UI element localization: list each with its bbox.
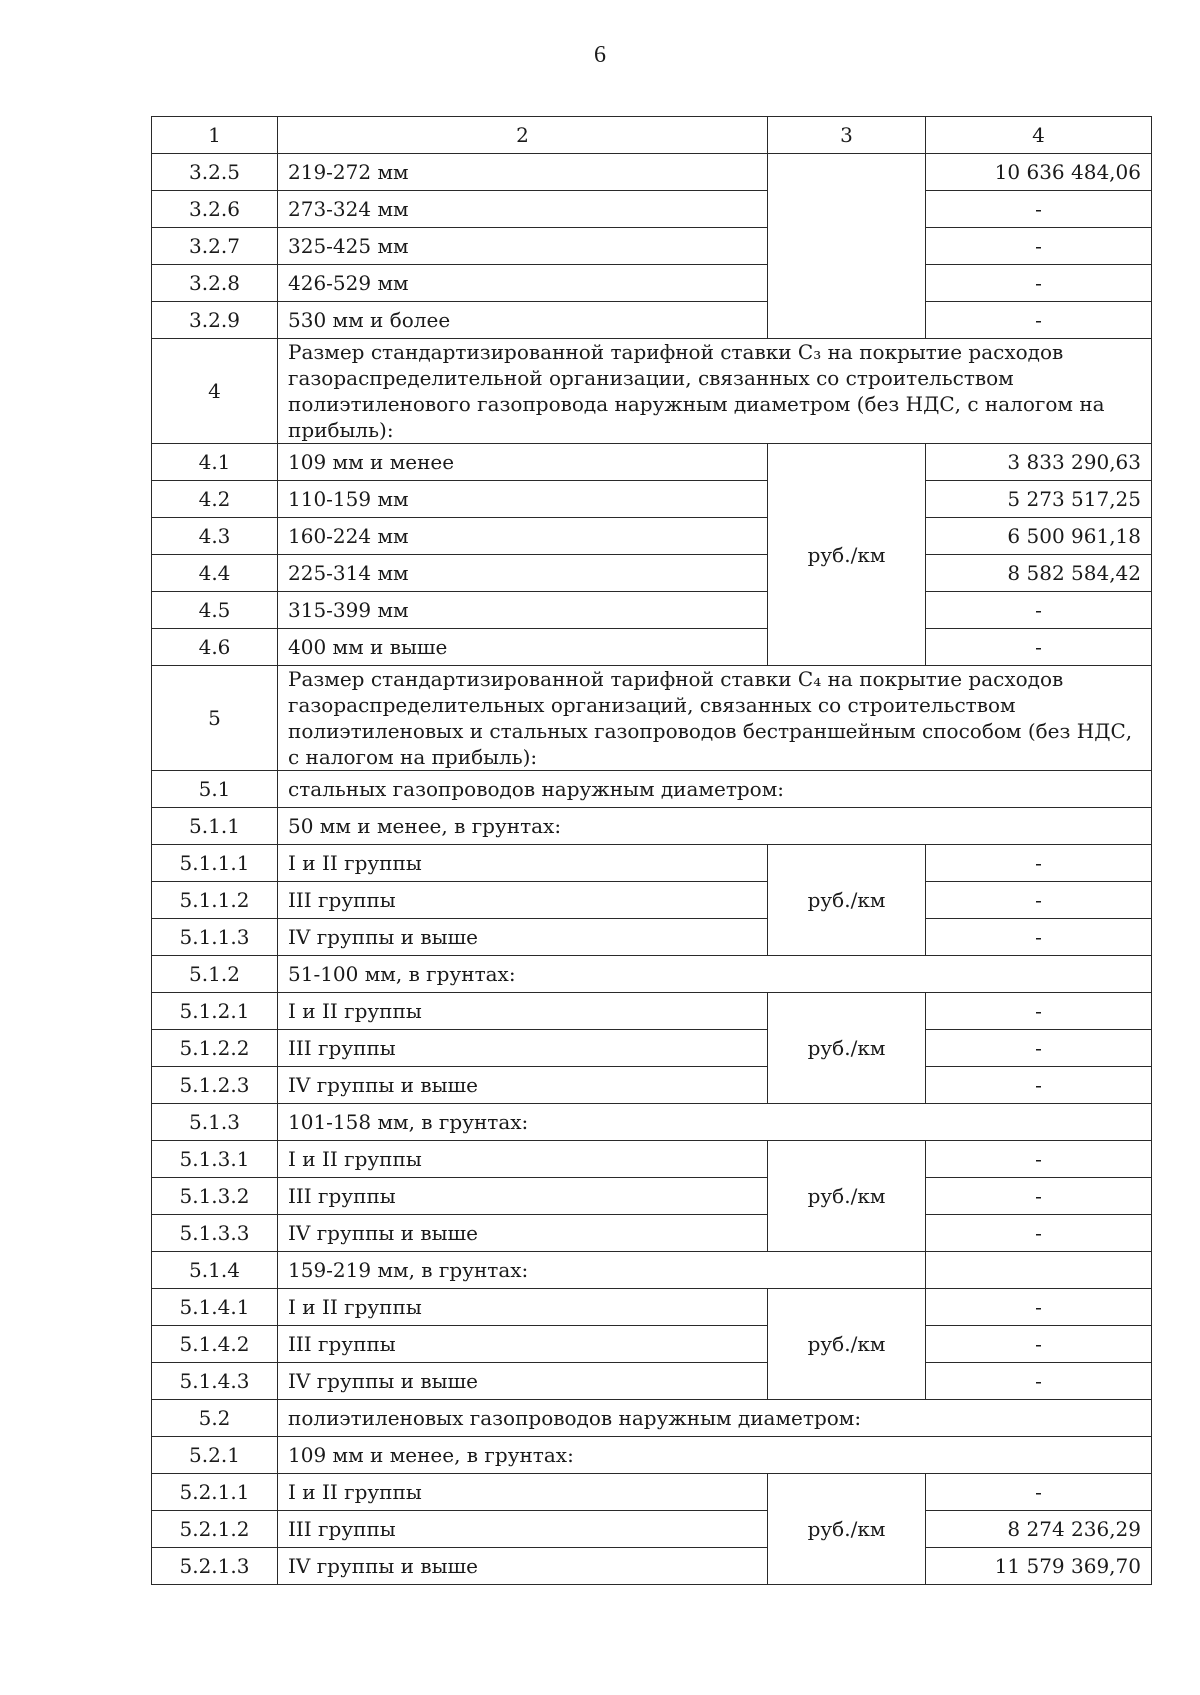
- row-value: 8 582 584,42: [926, 555, 1152, 592]
- section-row: [152, 666, 1152, 771]
- row-number: 5.1.1: [152, 808, 278, 845]
- table-row: [152, 1141, 1152, 1178]
- row-number: 5.1.2.2: [152, 1030, 278, 1067]
- row-number: 3.2.7: [152, 228, 278, 265]
- row-number: 5.1.3: [152, 1104, 278, 1141]
- column-header: 3: [768, 117, 926, 154]
- table-row: [152, 993, 1152, 1030]
- row-number: 5.1.4: [152, 1252, 278, 1289]
- row-description: 50 мм и менее, в грунтах:: [278, 808, 1152, 845]
- table-row: [152, 555, 1152, 592]
- row-description: 109 мм и менее, в грунтах:: [278, 1437, 1152, 1474]
- row-number: 5.1.2: [152, 956, 278, 993]
- row-description: стальных газопроводов наружным диаметром:: [278, 771, 1152, 808]
- table-row: [152, 919, 1152, 956]
- table-row: [152, 1511, 1152, 1548]
- row-value: 11 579 369,70: [926, 1548, 1152, 1585]
- row-number: 5.2.1.3: [152, 1548, 278, 1585]
- row-number: 5.2.1.1: [152, 1474, 278, 1511]
- row-description: IV группы и выше: [278, 1548, 768, 1585]
- table-row: [152, 1030, 1152, 1067]
- table-header-row: [152, 117, 1152, 154]
- row-number: 4: [152, 339, 278, 444]
- row-description: I и II группы: [278, 845, 768, 882]
- row-number: 5.1.3.2: [152, 1178, 278, 1215]
- tariff-table: [151, 116, 1152, 1585]
- row-number: 5: [152, 666, 278, 771]
- row-number: 3.2.8: [152, 265, 278, 302]
- row-description: IV группы и выше: [278, 1215, 768, 1252]
- row-value: 8 274 236,29: [926, 1511, 1152, 1548]
- table-row: [152, 1178, 1152, 1215]
- row-number: 5.1.3.1: [152, 1141, 278, 1178]
- subsection-row: [152, 1400, 1152, 1437]
- row-number: 3.2.6: [152, 191, 278, 228]
- row-description: III группы: [278, 882, 768, 919]
- row-value: -: [926, 1326, 1152, 1363]
- table-row: [152, 1289, 1152, 1326]
- table-row: [152, 1548, 1152, 1585]
- row-description: 273-324 мм: [278, 191, 768, 228]
- row-value: -: [926, 191, 1152, 228]
- table-row: [152, 302, 1152, 339]
- row-value: -: [926, 1363, 1152, 1400]
- page-number: 6: [594, 42, 606, 68]
- row-description: I и II группы: [278, 1289, 768, 1326]
- row-value-empty: [926, 1252, 1152, 1289]
- table-row: [152, 592, 1152, 629]
- column-header: 4: [926, 117, 1152, 154]
- table-row: [152, 154, 1152, 191]
- row-description: 400 мм и выше: [278, 629, 768, 666]
- row-number: 5.1.1.1: [152, 845, 278, 882]
- row-value: -: [926, 882, 1152, 919]
- table-row: [152, 1067, 1152, 1104]
- row-unit: руб./км: [768, 845, 926, 956]
- subsection-row: [152, 1104, 1152, 1141]
- row-number: 5.1: [152, 771, 278, 808]
- row-description: 159-219 мм, в грунтах:: [278, 1252, 926, 1289]
- table-row: [152, 629, 1152, 666]
- row-number: 5.1.2.3: [152, 1067, 278, 1104]
- subsection-row: [152, 771, 1152, 808]
- row-unit: [768, 154, 926, 339]
- row-value: 5 273 517,25: [926, 481, 1152, 518]
- table-row: [152, 1215, 1152, 1252]
- subsection-row: [152, 1252, 1152, 1289]
- table-row: [152, 191, 1152, 228]
- row-value: -: [926, 302, 1152, 339]
- section-description: Размер стандартизированной тарифной ставки С₃ на покрытие расходов газораспределительной организации, связанных со строительством полиэтиленового газопровода наружным диаметром (без НДС, с налогом на прибыль):: [278, 339, 1152, 444]
- row-description: 110-159 мм: [278, 481, 768, 518]
- row-number: 5.2: [152, 1400, 278, 1437]
- row-number: 5.1.3.3: [152, 1215, 278, 1252]
- row-number: 5.1.2.1: [152, 993, 278, 1030]
- section-row: [152, 339, 1152, 444]
- row-value: -: [926, 592, 1152, 629]
- row-description: IV группы и выше: [278, 919, 768, 956]
- row-unit: руб./км: [768, 1289, 926, 1400]
- row-value: 10 636 484,06: [926, 154, 1152, 191]
- table-row: [152, 444, 1152, 481]
- row-number: 4.4: [152, 555, 278, 592]
- row-value: -: [926, 1289, 1152, 1326]
- row-number: 5.1.4.2: [152, 1326, 278, 1363]
- row-value: -: [926, 1030, 1152, 1067]
- row-number: 5.1.1.3: [152, 919, 278, 956]
- row-number: 4.5: [152, 592, 278, 629]
- row-value: -: [926, 919, 1152, 956]
- row-value: -: [926, 1141, 1152, 1178]
- row-value: -: [926, 993, 1152, 1030]
- table-row: [152, 228, 1152, 265]
- row-number: 5.1.4.1: [152, 1289, 278, 1326]
- row-description: 109 мм и менее: [278, 444, 768, 481]
- row-number: 4.1: [152, 444, 278, 481]
- row-number: 5.1.1.2: [152, 882, 278, 919]
- row-description: 51-100 мм, в грунтах:: [278, 956, 1152, 993]
- row-description: 225-314 мм: [278, 555, 768, 592]
- subsection-row: [152, 956, 1152, 993]
- row-description: 101-158 мм, в грунтах:: [278, 1104, 1152, 1141]
- row-value: 6 500 961,18: [926, 518, 1152, 555]
- row-description: III группы: [278, 1326, 768, 1363]
- row-number: 5.2.1.2: [152, 1511, 278, 1548]
- row-unit: руб./км: [768, 444, 926, 666]
- row-description: 530 мм и более: [278, 302, 768, 339]
- row-description: I и II группы: [278, 1474, 768, 1511]
- row-number: 4.3: [152, 518, 278, 555]
- row-description: 315-399 мм: [278, 592, 768, 629]
- row-number: 3.2.5: [152, 154, 278, 191]
- row-description: 325-425 мм: [278, 228, 768, 265]
- row-description: III группы: [278, 1030, 768, 1067]
- row-value: -: [926, 1215, 1152, 1252]
- row-description: III группы: [278, 1511, 768, 1548]
- table-row: [152, 481, 1152, 518]
- row-value: -: [926, 629, 1152, 666]
- table-row: [152, 882, 1152, 919]
- table-row: [152, 1474, 1152, 1511]
- column-header: 2: [278, 117, 768, 154]
- section-description: Размер стандартизированной тарифной ставки С₄ на покрытие расходов газораспределительных организаций, связанных со строительством полиэтиленовых и стальных газопроводов бестраншейным способом (без НДС, с налогом на прибыль):: [278, 666, 1152, 771]
- subsection-row: [152, 808, 1152, 845]
- row-number: 5.2.1: [152, 1437, 278, 1474]
- row-description: 160-224 мм: [278, 518, 768, 555]
- row-number: 4.6: [152, 629, 278, 666]
- row-unit: руб./км: [768, 1141, 926, 1252]
- row-number: 5.1.4.3: [152, 1363, 278, 1400]
- column-header: 1: [152, 117, 278, 154]
- row-value: -: [926, 265, 1152, 302]
- row-value: -: [926, 1474, 1152, 1511]
- table-row: [152, 518, 1152, 555]
- subsection-row: [152, 1437, 1152, 1474]
- table-row: [152, 845, 1152, 882]
- table-row: [152, 265, 1152, 302]
- row-description: IV группы и выше: [278, 1067, 768, 1104]
- row-description: IV группы и выше: [278, 1363, 768, 1400]
- row-description: III группы: [278, 1178, 768, 1215]
- row-description: I и II группы: [278, 1141, 768, 1178]
- row-value: -: [926, 228, 1152, 265]
- row-value: -: [926, 845, 1152, 882]
- row-description: 426-529 мм: [278, 265, 768, 302]
- row-unit: руб./км: [768, 1474, 926, 1585]
- row-description: I и II группы: [278, 993, 768, 1030]
- table-row: [152, 1363, 1152, 1400]
- row-unit: руб./км: [768, 993, 926, 1104]
- row-value: 3 833 290,63: [926, 444, 1152, 481]
- row-description: полиэтиленовых газопроводов наружным диаметром:: [278, 1400, 1152, 1437]
- row-value: -: [926, 1178, 1152, 1215]
- table-row: [152, 1326, 1152, 1363]
- row-number: 3.2.9: [152, 302, 278, 339]
- row-number: 4.2: [152, 481, 278, 518]
- row-value: -: [926, 1067, 1152, 1104]
- row-description: 219-272 мм: [278, 154, 768, 191]
